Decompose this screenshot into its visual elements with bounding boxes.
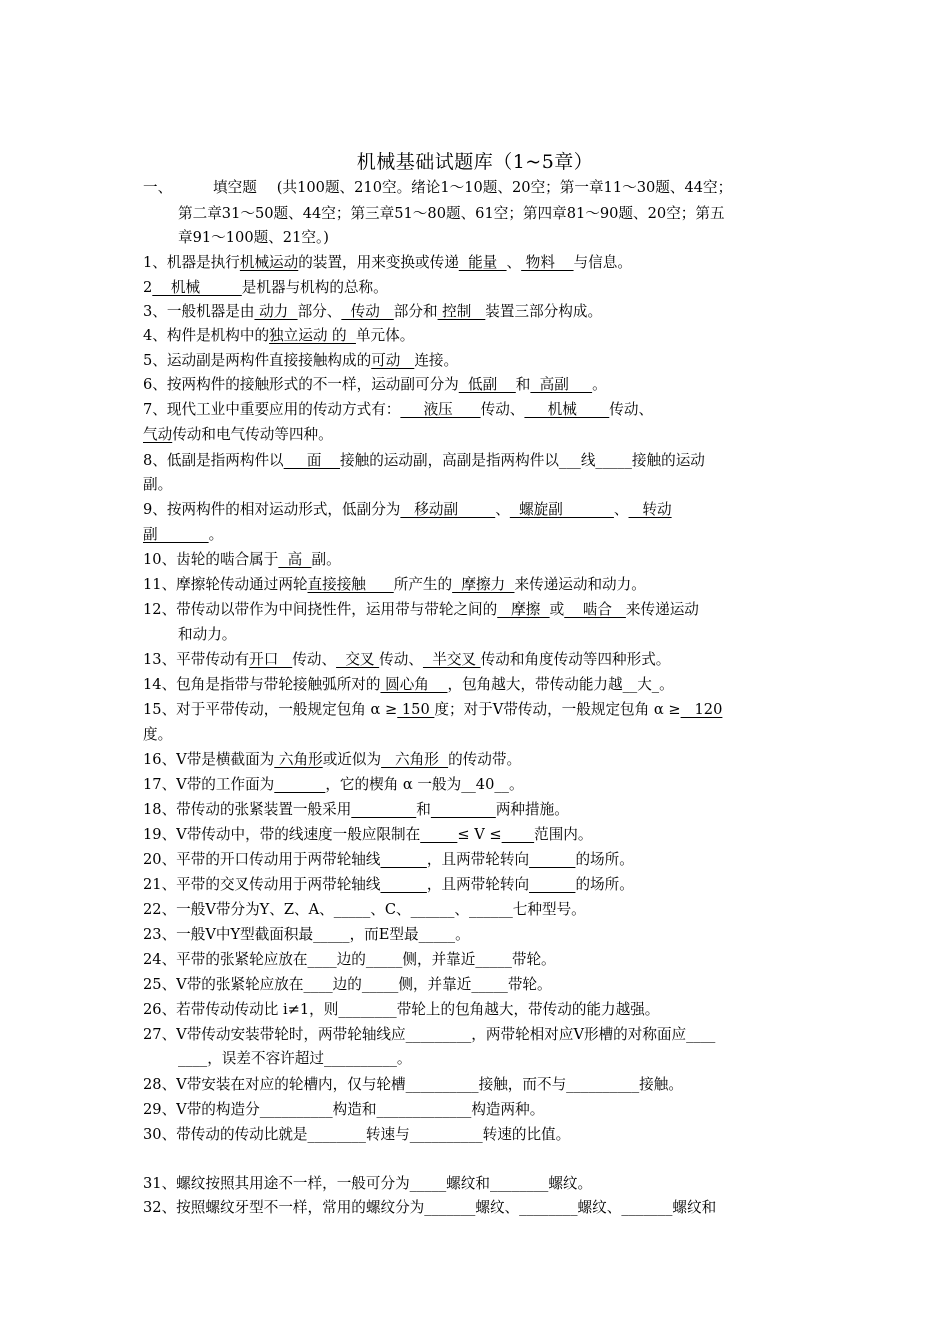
question-text: _______ (621, 1199, 673, 1216)
question-text: 是机器与机构的总称。 (241, 279, 388, 296)
question-text: 带轮。 (507, 976, 552, 993)
question-text: __________ (259, 1101, 333, 1118)
question-text: 度。 (143, 726, 173, 743)
question-text: 连接。 (414, 352, 459, 369)
question-text: 带轮。 (511, 951, 556, 968)
question-text: 螺纹。 (548, 1175, 593, 1192)
question-text: ________ (519, 1199, 578, 1216)
question-27-cont (178, 1049, 412, 1069)
question-text: 。 (508, 776, 524, 793)
question-15-cont (143, 725, 172, 745)
question-7 (143, 400, 653, 420)
question-text: 侧，并靠近 (402, 951, 476, 968)
question-19 (143, 825, 593, 845)
answer: 啮合 (564, 601, 626, 618)
answer: 150 (397, 701, 435, 718)
question-17 (143, 775, 524, 795)
question-text: 10、齿轮的啮合属于 (143, 551, 279, 568)
question-text: _____ (409, 1175, 447, 1192)
question-8 (143, 451, 705, 471)
answer: 交叉 (336, 651, 380, 668)
question-text: 副。 (143, 476, 173, 493)
question-text: 、 (613, 501, 629, 518)
question-text: _____ (418, 926, 456, 943)
question-26 (143, 1000, 659, 1020)
question-text: 22、一般V带分为Y、Z、A、 (143, 901, 334, 918)
question-text: _____ (361, 976, 399, 993)
question-text: 的场所。 (575, 876, 634, 893)
question-text: 传动、 (609, 401, 654, 418)
question-30 (143, 1125, 570, 1145)
question-29 (143, 1100, 544, 1120)
answer: 圆心角 (380, 676, 448, 693)
question-text: 9、按两构件的相对运动形式，低副分为 (143, 501, 401, 518)
question-text: _____ (471, 976, 508, 993)
question-text: 5、运动副是两构件直接接触构成的 (143, 352, 372, 369)
question-6 (143, 375, 607, 395)
question-text: 。 (208, 526, 224, 543)
answer: 物料 (521, 254, 574, 271)
question-text: 30、带传动的传动比就是 (143, 1126, 308, 1143)
blank (529, 851, 575, 868)
question-text: ________ (489, 1175, 549, 1192)
question-text: 19、V带传动中，带的线速度一般应限制在 (143, 826, 421, 843)
question-text: ，且两带轮转向 (426, 851, 530, 868)
question-text: __________ (405, 1076, 479, 1093)
answer: 摩擦 (497, 601, 550, 618)
question-28 (143, 1075, 683, 1095)
question-text: 的装置，用来变换或传递 (298, 254, 459, 271)
blank (431, 801, 496, 818)
question-2 (143, 278, 388, 298)
question-16 (143, 750, 521, 770)
question-text: 29、V带的构造分 (143, 1101, 260, 1118)
question-8-cont (143, 475, 172, 495)
blank (420, 826, 457, 843)
question-text: 边的 (332, 976, 362, 993)
question-text: 来传递运动和动力。 (514, 576, 646, 593)
question-text: ，而E型最 (349, 926, 419, 943)
question-text: 6、按两构件的接触形式的不一样，运动副可分为 (143, 376, 459, 393)
question-text: 、C、 (370, 901, 411, 918)
question-9-cont (143, 525, 223, 545)
question-12-cont: 和动力。 (178, 626, 237, 643)
question-text: 27、V带传动安装带轮时，两带轮轴线应 (143, 1026, 406, 1043)
answer: 动力 (254, 303, 298, 320)
question-text: 8、低副是指两构件以 (143, 452, 284, 469)
answer: 机械运动 (239, 254, 299, 271)
answer: 摩擦力 (452, 576, 515, 593)
question-text: 23、一般V中Y型截面积最 (143, 926, 314, 943)
question-text: 接触，而不与 (478, 1076, 567, 1093)
question-text: 螺纹和 (446, 1175, 490, 1192)
question-text: _____ (333, 901, 371, 918)
question-text: ，它的楔角 α 一般为 (325, 776, 462, 793)
question-3 (143, 302, 602, 322)
question-text: 21、平带的交叉传动用于两带轮轴线 (143, 876, 381, 893)
question-text: 。 (396, 1050, 412, 1067)
question-text: 副。 (311, 551, 341, 568)
question-13 (143, 650, 670, 670)
question-text: 32、按照螺纹牙型不一样，常用的螺纹分为 (143, 1199, 425, 1216)
question-text: _________ (405, 1026, 472, 1043)
question-text: 构造两种。 (471, 1101, 545, 1118)
blank (380, 851, 426, 868)
question-text: 转速的比值。 (482, 1126, 571, 1143)
answer: 半交叉 (422, 651, 481, 668)
question-text: 七种型号。 (512, 901, 586, 918)
question-text: ____ (178, 1050, 208, 1067)
question-text: ，包角越大，带传动能力越 (447, 676, 623, 693)
question-text: ___线_____ (558, 452, 632, 469)
question-20 (143, 850, 634, 870)
question-text: 传动、 (480, 401, 525, 418)
answer: 机械 (152, 279, 242, 296)
question-9 (143, 500, 672, 520)
section-note-line: 章91～100题、21空。) (178, 229, 329, 246)
question-text: 1、机器是执行 (143, 254, 240, 271)
question-text: 。 (592, 376, 607, 393)
question-text: 构造和 (332, 1101, 377, 1118)
question-4 (143, 326, 414, 346)
blank (274, 776, 325, 793)
question-text: 。 (455, 926, 470, 943)
question-text: _____ (365, 951, 403, 968)
question-text: ____ (686, 1026, 716, 1043)
question-text: ，两带轮相对应V形槽的对称面应 (471, 1026, 687, 1043)
section-number: 一、 (143, 179, 173, 196)
question-text: 的传动带。 (448, 751, 522, 768)
answer: 低副 (458, 376, 516, 393)
question-text: 或 (549, 601, 565, 618)
question-text: 的场所。 (575, 851, 634, 868)
question-31 (143, 1174, 592, 1194)
question-text: __________ (323, 1050, 397, 1067)
question-text: 、 (506, 254, 522, 271)
blank (351, 801, 416, 818)
question-text: 螺纹、 (475, 1199, 520, 1216)
question-text: 两种措施。 (495, 801, 569, 818)
answer: 六角形 (381, 751, 449, 768)
answer: 副 (143, 526, 209, 543)
question-text: _____ (475, 951, 512, 968)
question-21 (143, 875, 634, 895)
question-text: 传动和角度传动等四种形式。 (480, 651, 671, 668)
question-1 (143, 253, 632, 273)
question-text: 12、带传动以带作为中间挠性件，运用带与带轮之间的 (143, 601, 498, 618)
question-text: 传动和电气传动等四种。 (172, 426, 333, 443)
question-text: 18、带传动的张紧装置一般采用 (143, 801, 352, 818)
question-text: 接触的运动 (631, 452, 705, 469)
question-23 (143, 925, 470, 945)
blank (529, 876, 575, 893)
question-text: 和 (515, 376, 531, 393)
question-text: ____ (303, 976, 333, 993)
section-name: 填空题 (213, 179, 257, 196)
question-text: __40__ (461, 776, 509, 793)
blank (380, 876, 426, 893)
question-text: 25、V带的张紧轮应放在 (143, 976, 304, 993)
answer: 气动 (143, 426, 173, 443)
question-text: 接触的运动副，高副是指两构件以 (340, 452, 559, 469)
section-header (143, 178, 732, 198)
question-text: 所产生的 (393, 576, 453, 593)
question-text: 16、V带是横截面为 (143, 751, 275, 768)
page-title: 机械基础试题库（1~5章） (356, 151, 594, 173)
question-24 (143, 950, 556, 970)
question-10 (143, 550, 341, 570)
answer: 传动 (341, 303, 394, 320)
question-text: ____ (307, 951, 337, 968)
question-text: 与信息。 (573, 254, 632, 271)
question-text: 侧，并靠近 (398, 976, 472, 993)
question-text: __________ (566, 1076, 640, 1093)
answer: 高副 (530, 376, 593, 393)
question-text: 来传递运动 (625, 601, 699, 618)
answer: 控制 (437, 303, 486, 320)
question-12 (143, 600, 699, 620)
answer: 开口 (249, 651, 293, 668)
answer: 转动 (628, 501, 672, 518)
question-text: 转速与 (365, 1126, 410, 1143)
question-text: 传动、 (292, 651, 337, 668)
question-text: 3、一般机器是由 (143, 303, 255, 320)
question-text: 带轮上的包角越大，带传动的能力越强。 (396, 1001, 660, 1018)
question-text: 15、对于平带传动，一般规定包角 α ≥ (143, 701, 398, 718)
question-15 (143, 700, 722, 720)
question-14 (143, 675, 674, 695)
question-text: 31、螺纹按照其用途不一样，一般可分为 (143, 1175, 410, 1192)
question-text: 度；对于V带传动，一般规定包角 α ≥ (434, 701, 681, 718)
question-text: 26、若带传动传动比 i≠1，则 (143, 1001, 339, 1018)
answer: 可动 (371, 352, 415, 369)
question-text: 范围内。 (534, 826, 593, 843)
question-text: 2 (143, 279, 153, 296)
question-text: 11、摩擦轮传动通过两轮 (143, 576, 308, 593)
question-32 (143, 1198, 716, 1218)
question-text: ______ (410, 901, 455, 918)
question-text: ________ (338, 1001, 397, 1018)
question-text: 24、平带的张紧轮应放在 (143, 951, 308, 968)
answer: 能量 (458, 254, 507, 271)
question-text: _______ (424, 1199, 476, 1216)
answer: 直接接触 (307, 576, 394, 593)
question-text: _____ (313, 926, 350, 943)
question-text: 、 (495, 501, 510, 518)
question-text: ≤ V ≤ (457, 826, 502, 843)
question-text: ，且两带轮转向 (426, 876, 530, 893)
question-text: 14、包角是指带与带轮接触弧所对的 (143, 676, 381, 693)
question-5 (143, 351, 458, 371)
question-text: 4、构件是机构中的 (143, 327, 270, 344)
answer: 120 (680, 701, 723, 718)
question-text: __________ (409, 1126, 483, 1143)
answer: 六角形 (274, 751, 323, 768)
answer: 螺旋副 (509, 501, 614, 518)
question-text: 传动、 (379, 651, 423, 668)
question-text: 13、平带传动有 (143, 651, 250, 668)
answer: 面 (283, 452, 340, 469)
question-text: 部分和 (393, 303, 438, 320)
question-text: 接触。 (639, 1076, 683, 1093)
answer: 液压 (400, 401, 481, 418)
question-text: 装置三部分构成。 (485, 303, 603, 320)
question-text: 和 (416, 801, 431, 818)
question-25 (143, 975, 552, 995)
question-text: 边的 (336, 951, 366, 968)
section-note-line: 第二章31～50题、44空；第三章51～80题、61空；第四章81～90题、20空；第五 (178, 205, 725, 222)
answer: 机械 (524, 401, 610, 418)
question-text: 螺纹、 (577, 1199, 622, 1216)
question-text: 、 (454, 901, 470, 918)
answer: 独立运动 的 (269, 327, 356, 344)
question-27 (143, 1025, 715, 1045)
question-text: 20、平带的开口传动用于两带轮轴线 (143, 851, 381, 868)
question-text: _____________ (376, 1101, 472, 1118)
question-text: 或近似为 (322, 751, 382, 768)
answer: 移动副 (400, 501, 496, 518)
question-text: ，误差不容许超过 (207, 1050, 324, 1067)
question-text: 7、现代工业中重要应用的传动方式有： (143, 401, 401, 418)
question-18 (143, 800, 569, 820)
question-text: 。 (659, 676, 674, 693)
question-text: 螺纹和 (672, 1199, 717, 1216)
blank (502, 826, 534, 843)
question-text: 部分、 (297, 303, 342, 320)
answer: 高 (278, 551, 312, 568)
question-7-cont (143, 425, 333, 445)
question-text: 单元体。 (355, 327, 415, 344)
question-text: 17、V带的工作面为 (143, 776, 275, 793)
question-text: __大_ (622, 676, 660, 693)
question-22 (143, 900, 586, 920)
question-11 (143, 575, 646, 595)
question-text: ________ (307, 1126, 366, 1143)
section-note: (共100题、210空。绪论1～10题、20空；第一章11～30题、44空； (276, 179, 733, 196)
question-text: ______ (469, 901, 513, 918)
question-text: 28、V带安装在对应的轮槽内，仅与轮槽 (143, 1076, 406, 1093)
